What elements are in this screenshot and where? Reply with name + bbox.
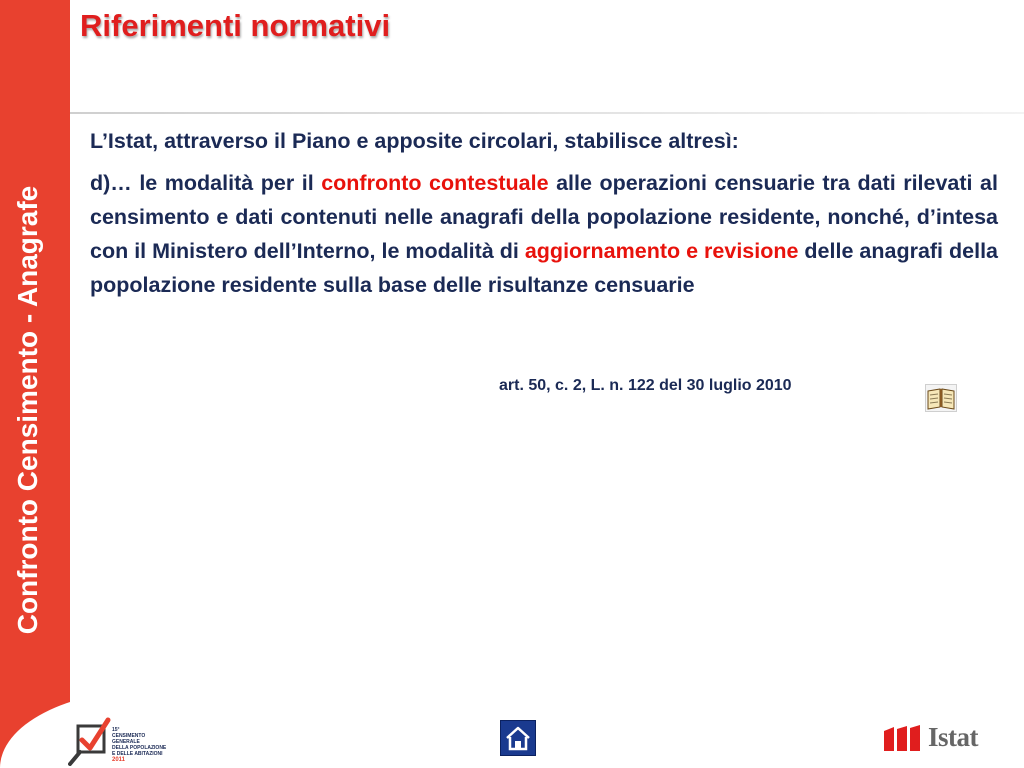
home-icon — [501, 721, 535, 755]
body-paragraph — [90, 166, 998, 302]
paragraph-part-2: alle operazioni censuarie tra dati rilevati al censimento e dati contenuti nelle anagrafi della popolazione residente, nonché, d’intesa con il Ministero dell’Interno, le modalità di — [90, 171, 998, 263]
paragraph-part-1: d)… le modalità per il — [90, 171, 322, 195]
book-icon[interactable] — [925, 384, 957, 412]
istat-logo-icon — [882, 725, 926, 753]
census-line-3: E DELLE ABITAZIONI — [112, 751, 163, 757]
census-edition: 15° — [112, 727, 120, 733]
census-line-1: CENSIMENTO GENERALE — [112, 733, 146, 745]
census-line-2: DELLA POPOLAZIONE — [112, 745, 167, 751]
sidebar-band — [0, 0, 70, 768]
sidebar-label: Confronto Censimento - Anagrafe — [12, 185, 43, 635]
slide-content — [90, 124, 998, 302]
home-button[interactable] — [500, 720, 536, 756]
census-logo-icon — [68, 714, 112, 766]
highlight-confronto-contestuale: confronto contestuale — [321, 171, 549, 195]
slide-title: Riferimenti normativi — [80, 8, 391, 43]
census-year: 2011 — [112, 757, 126, 763]
title-divider — [70, 112, 1024, 114]
intro-text: L’Istat, attraverso il Piano e apposite circolari, stabilisce altresì: — [90, 129, 739, 153]
census-logo-text — [112, 727, 172, 763]
paragraph-part-3: delle anagrafi della popolazione residente sulla base delle risultanze censuarie — [90, 239, 998, 297]
law-citation: art. 50, c. 2, L. n. 122 del 30 luglio 2010 — [499, 377, 792, 394]
istat-logo-text: Istat — [928, 722, 978, 752]
highlight-aggiornamento-revisione: aggiornamento e revisione — [524, 239, 799, 263]
